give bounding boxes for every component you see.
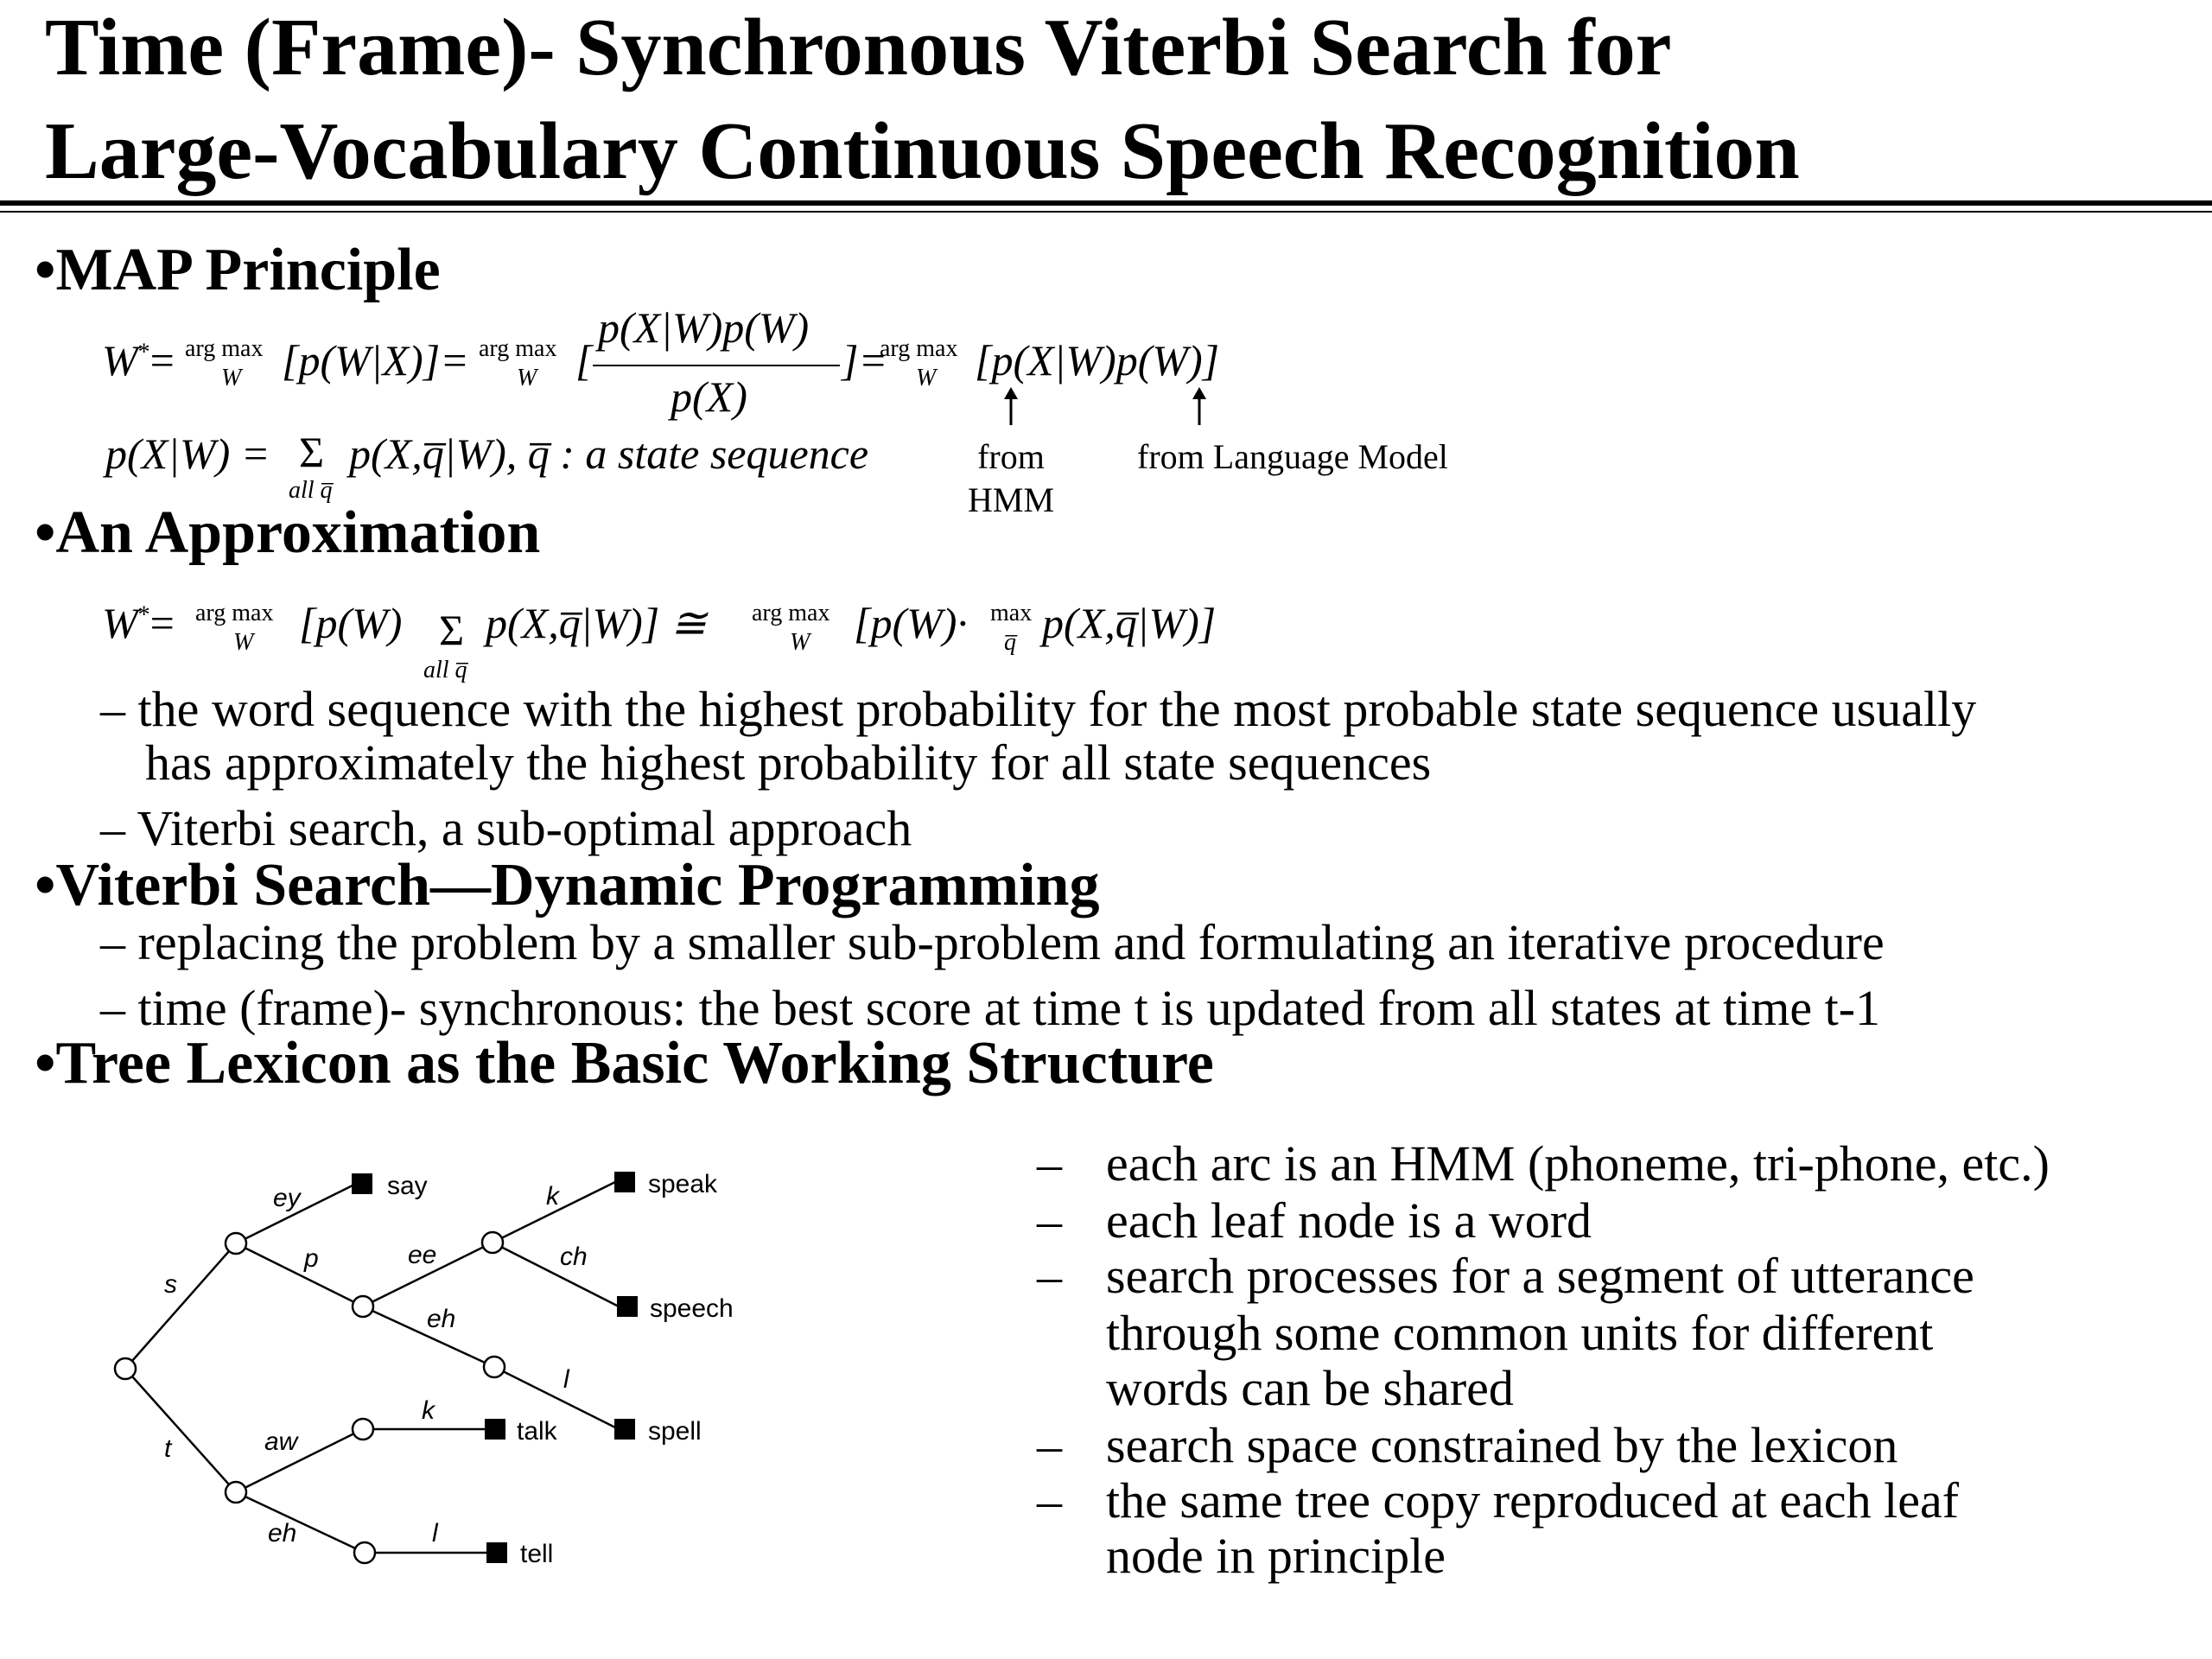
leaf-speak [614,1172,635,1192]
leaf-spell [614,1419,635,1440]
map-eq2-lhs: p(X|W) = [105,429,270,478]
map-eq2-sigma: Σ [299,428,325,476]
tree-node [484,1357,505,1377]
heading-viterbi-search: •Viterbi Search—Dynamic Programming [35,852,1100,918]
title-rule-thick [0,200,2212,206]
approx-item-1-line1: – the word sequence with the highest probability for the most probable state sequence usually [100,681,1977,737]
arc-label-aw: aw [264,1427,298,1456]
leaf-say [352,1173,372,1194]
map-eq1-argmax3-sub: W [916,365,937,391]
arc-label-ey: ey [273,1184,301,1212]
map-eq1-term3: [p(X|W)p(W)] [975,336,1220,385]
map-eq2-sigma-sub: all q̅ [289,477,333,504]
map-eq1-close-bracket: ]= [842,336,888,385]
tree-item-5-line1: the same tree copy reproduced at each leaf [1106,1472,1960,1529]
arc-p [236,1243,363,1306]
approx-eq-part2: p(X,q̅|W)] ≅ [486,599,707,647]
arc-label-p: p [304,1244,319,1273]
map-eq1-open-bracket: [ [575,336,593,385]
arc-label-t: t [164,1434,172,1463]
approx-eq-argmax: arg max [195,600,274,626]
tree-node [353,1419,373,1440]
approx-eq-part1: [p(W) [299,599,403,647]
tree-item-5-line2: node in principle [1106,1528,1446,1584]
tree-node [353,1296,373,1317]
tree-item-3-line2: through some common units for different [1106,1305,1934,1361]
tree-lexicon-diagram [0,1115,864,1599]
arc-label-l-2: l [432,1519,438,1548]
word-speech: speech [650,1294,734,1323]
arc-ch [493,1243,619,1306]
arc-label-ee: ee [408,1241,437,1269]
arc-label-k-2: k [422,1396,435,1425]
approx-eq-argmax2-sub: W [790,629,810,656]
approx-item-1-line2: has approximately the highest probability for all state sequences [145,734,1432,791]
viterbi-item-1: – replacing the problem by a smaller sub-problem and formulating an iterative procedure [100,914,1885,970]
tree-node [354,1542,375,1563]
word-tell: tell [520,1540,554,1568]
map-eq1-argmax: arg max [185,335,264,362]
word-say: say [387,1172,428,1200]
arc-label-eh: eh [427,1305,456,1333]
heading-approximation: •An Approximation [35,499,541,566]
arc-label-s: s [164,1270,177,1299]
leaf-tell [486,1542,507,1563]
approx-eq-sigma: Σ [439,606,465,654]
heading-map-principle: •MAP Principle [35,237,441,303]
arc-label-ch: ch [560,1243,588,1271]
map-eq1-frac-den: p(X) [671,372,747,421]
approx-eq-part4: p(X,q̅|W)] [1042,599,1217,647]
label-from-language-model: from Language Model [1137,437,1448,476]
arc-t [125,1369,236,1492]
arc-eh-2 [236,1492,365,1553]
approx-eq-argmax-sub: W [233,629,254,656]
approx-eq-max-sub: q̅ [1004,629,1016,656]
tree-item-1-dash: – [1037,1135,1062,1192]
map-eq1-term1: [p(W|X)]= [282,336,469,385]
arc-label-l: l [563,1365,569,1394]
tree-word-labels [387,1170,734,1568]
tree-root-node [115,1358,136,1379]
arrow-up-lm-icon [1182,387,1217,427]
approx-eq-part3: [p(W)· [854,599,968,647]
title-rule-thin [0,211,2212,213]
tree-item-3-line1: search processes for a segment of utterance [1106,1248,1974,1304]
arc-aw [236,1429,363,1492]
approx-eq-lhs: W*= [102,599,175,647]
map-eq2-rhs: p(X,q̅|W), q̅ : a state sequence [349,429,869,478]
tree-item-4-line1: search space constrained by the lexicon [1106,1417,1898,1473]
leaf-talk [485,1419,505,1440]
tree-item-4-dash: – [1037,1417,1062,1473]
map-eq1-argmax2: arg max [479,335,557,362]
tree-node [482,1232,503,1253]
arc-label-k: k [546,1182,559,1211]
tree-item-3-line3: words can be shared [1106,1360,1514,1416]
leaf-speech [617,1296,638,1317]
arrow-up-hmm-icon [994,387,1028,427]
map-eq1-lhs: W*= [102,336,175,385]
slide-title-line1: Time (Frame)- Synchronous Viterbi Search for [45,3,1672,92]
tree-item-2-dash: – [1037,1192,1062,1249]
heading-tree-lexicon: •Tree Lexicon as the Basic Working Structure [35,1030,1214,1096]
tree-item-1-line1: each arc is an HMM (phoneme, tri-phone, etc.) [1106,1135,2050,1192]
tree-node [226,1233,246,1254]
viterbi-item-2: – time (frame)- synchronous: the best score at time t is updated from all states at time t-1 [100,980,1881,1036]
slide-title-line2: Large-Vocabulary Continuous Speech Recognition [45,106,1800,196]
map-eq1-argmax-sub: W [221,365,242,391]
tree-item-2-line1: each leaf node is a word [1106,1192,1592,1249]
tree-arcs [125,1182,619,1553]
approx-eq-sigma-sub: all q̅ [423,657,467,683]
tree-item-3-dash: – [1037,1248,1062,1304]
word-spell: spell [648,1417,702,1446]
map-eq1-frac-num: p(X|W)p(W) [598,303,810,352]
map-eq1-argmax3: arg max [880,335,958,362]
approx-eq-argmax2: arg max [752,600,830,626]
word-talk: talk [517,1417,557,1446]
label-from-hmm: from HMM [967,437,1055,519]
tree-item-5-dash: – [1037,1472,1062,1529]
arc-label-eh-2: eh [268,1519,297,1548]
approx-eq-max: max [990,600,1033,626]
tree-node [226,1482,246,1503]
word-speak: speak [648,1170,718,1198]
arc-s [125,1243,236,1369]
map-eq1-argmax2-sub: W [517,365,537,391]
map-eq1-frac-bar [593,365,840,366]
approx-item-2: – Viterbi search, a sub-optimal approach [100,800,912,856]
